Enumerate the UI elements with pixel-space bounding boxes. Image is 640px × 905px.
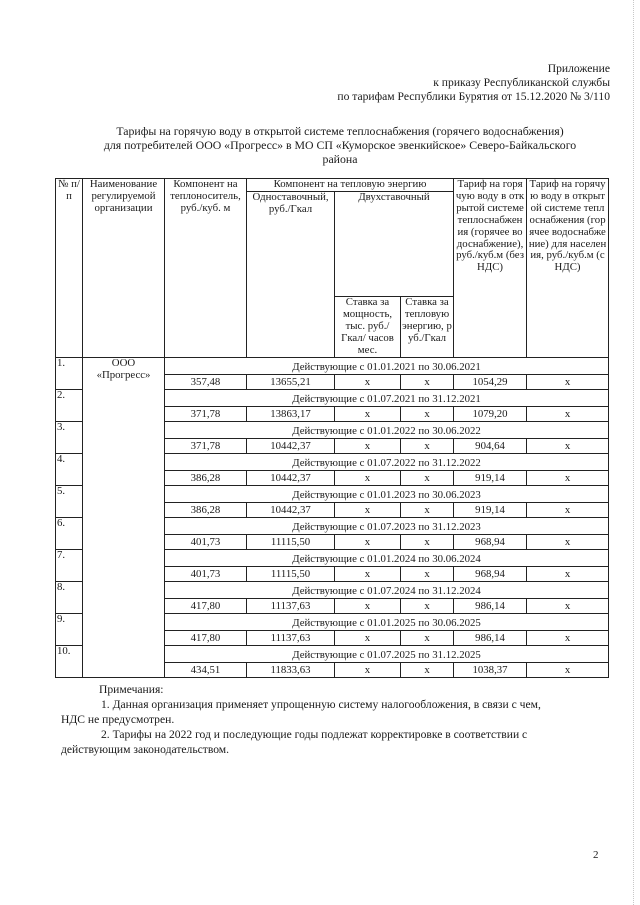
row-number: 1. [56, 358, 83, 390]
capacity-cell: х [335, 567, 401, 582]
energy-rate-cell: х [401, 439, 454, 454]
tariff-cell: 1079,20 [454, 407, 527, 422]
row-number: 6. [56, 518, 83, 550]
tariff-cell: 986,14 [454, 599, 527, 614]
period-label: Действующие с 01.07.2022 по 31.12.2022 [165, 454, 609, 471]
capacity-cell: х [335, 375, 401, 390]
population-tariff-cell: х [527, 407, 609, 422]
single-rate-cell: 10442,37 [247, 503, 335, 518]
header-two-rate: Двухставочный [335, 191, 454, 297]
notes-heading: Примечания: [99, 683, 164, 696]
population-tariff-cell: х [527, 439, 609, 454]
row-number: 9. [56, 614, 83, 646]
tariff-cell: 986,14 [454, 631, 527, 646]
notes-section [61, 682, 608, 757]
energy-rate-cell: х [401, 471, 454, 486]
row-number: 3. [56, 422, 83, 454]
note-1-line-2: НДС не предусмотрен. [61, 713, 175, 726]
row-number: 2. [56, 390, 83, 422]
single-rate-cell: 10442,37 [247, 439, 335, 454]
tariff-cell: 968,94 [454, 567, 527, 582]
energy-rate-cell: х [401, 375, 454, 390]
tariff-cell: 1038,37 [454, 663, 527, 678]
carrier-cell: 371,78 [165, 407, 247, 422]
row-number: 7. [56, 550, 83, 582]
tariff-cell: 1054,29 [454, 375, 527, 390]
tariff-cell: 919,14 [454, 471, 527, 486]
energy-rate-cell: х [401, 567, 454, 582]
row-number: 4. [56, 454, 83, 486]
appendix-line-2: к приказу Республиканской службы [433, 76, 610, 89]
carrier-cell: 417,80 [165, 631, 247, 646]
tariff-table-body [56, 358, 609, 678]
carrier-cell: 386,28 [165, 471, 247, 486]
header-capacity-rate: Ставка за мощность, тыс. руб./Гкал/ часов мес. [335, 297, 401, 358]
appendix-header [337, 62, 610, 104]
appendix-line-3: по тарифам Республики Бурятия от 15.12.2020 № 3/110 [337, 90, 610, 103]
header-energy-group: Компонент на тепловую энергию [247, 179, 454, 192]
energy-rate-cell: х [401, 663, 454, 678]
capacity-cell: х [335, 407, 401, 422]
population-tariff-cell: х [527, 503, 609, 518]
carrier-cell: 417,80 [165, 599, 247, 614]
row-number: 10. [56, 646, 83, 678]
capacity-cell: х [335, 503, 401, 518]
single-rate-cell: 13655,21 [247, 375, 335, 390]
single-rate-cell: 11115,50 [247, 567, 335, 582]
period-label: Действующие с 01.01.2022 по 30.06.2022 [165, 422, 609, 439]
period-label: Действующие с 01.07.2025 по 31.12.2025 [165, 646, 609, 663]
period-label: Действующие с 01.07.2023 по 31.12.2023 [165, 518, 609, 535]
title-line-3: района [322, 152, 358, 166]
capacity-cell: х [335, 471, 401, 486]
note-2-line-2: действующим законодательством. [61, 743, 230, 756]
energy-rate-cell: х [401, 503, 454, 518]
header-tariff-population: Тариф на горячую воду в открытой системе теплоснабжения (горячее водоснабжение) для населения, руб./куб.м (с НДС) [527, 179, 609, 358]
carrier-cell: 386,28 [165, 503, 247, 518]
row-number: 8. [56, 582, 83, 614]
population-tariff-cell: х [527, 567, 609, 582]
single-rate-cell: 11137,63 [247, 631, 335, 646]
carrier-cell: 357,48 [165, 375, 247, 390]
carrier-cell: 401,73 [165, 567, 247, 582]
period-label: Действующие с 01.01.2023 по 30.06.2023 [165, 486, 609, 503]
capacity-cell: х [335, 599, 401, 614]
tariff-table [55, 178, 609, 678]
note-1-line-1: 1. Данная организация применяет упрощенную систему налогообложения, в связи с чем, [101, 698, 541, 711]
tariff-cell: 904,64 [454, 439, 527, 454]
energy-rate-cell: х [401, 535, 454, 550]
header-org: Наименование регулируемой организации [83, 179, 165, 358]
carrier-cell: 371,78 [165, 439, 247, 454]
scan-edge-line [633, 0, 634, 905]
population-tariff-cell: х [527, 599, 609, 614]
capacity-cell: х [335, 535, 401, 550]
capacity-cell: х [335, 631, 401, 646]
appendix-line-1: Приложение [547, 62, 610, 75]
single-rate-cell: 11115,50 [247, 535, 335, 550]
title-line-2: для потребителей ООО «Прогресс» в МО СП «Куморское эвенкийское» Северо-Байкальского [103, 138, 577, 152]
organization-name: ООО «Прогресс» [83, 358, 165, 678]
note-2-line-1: 2. Тарифы на 2022 год и последующие годы подлежат корректировке в соответствии с [101, 728, 528, 741]
population-tariff-cell: х [527, 535, 609, 550]
period-label: Действующие с 01.01.2021 по 30.06.2021 [165, 358, 609, 375]
header-energy-rate: Ставка за тепловую энергию, руб./Гкал [401, 297, 454, 358]
period-label: Действующие с 01.07.2021 по 31.12.2021 [165, 390, 609, 407]
header-tariff-no-vat: Тариф на горячую воду в открытой системе теплоснабжения (горячее водоснабжение), руб./куб.м (без НДС) [454, 179, 527, 358]
tariff-cell: 968,94 [454, 535, 527, 550]
energy-rate-cell: х [401, 631, 454, 646]
page-number: 2 [593, 849, 599, 861]
tariff-cell: 919,14 [454, 503, 527, 518]
period-label: Действующие с 01.01.2025 по 30.06.2025 [165, 614, 609, 631]
carrier-cell: 434,51 [165, 663, 247, 678]
capacity-cell: х [335, 663, 401, 678]
header-single-rate: Одноставочный, руб./Гкал [247, 191, 335, 357]
period-label: Действующие с 01.01.2024 по 30.06.2024 [165, 550, 609, 567]
period-row [56, 358, 609, 375]
period-label: Действующие с 01.07.2024 по 31.12.2024 [165, 582, 609, 599]
row-number: 5. [56, 486, 83, 518]
energy-rate-cell: х [401, 407, 454, 422]
population-tariff-cell: х [527, 663, 609, 678]
single-rate-cell: 13863,17 [247, 407, 335, 422]
energy-rate-cell: х [401, 599, 454, 614]
header-carrier: Компонент на теплоноситель, руб./куб. м [165, 179, 247, 358]
population-tariff-cell: х [527, 471, 609, 486]
population-tariff-cell: х [527, 375, 609, 390]
single-rate-cell: 11833,63 [247, 663, 335, 678]
single-rate-cell: 10442,37 [247, 471, 335, 486]
carrier-cell: 401,73 [165, 535, 247, 550]
document-title [60, 124, 620, 166]
single-rate-cell: 11137,63 [247, 599, 335, 614]
header-num: № п/п [56, 179, 83, 358]
population-tariff-cell: х [527, 631, 609, 646]
capacity-cell: х [335, 439, 401, 454]
title-line-1: Тарифы на горячую воду в открытой системе теплоснабжения (горячего водоснабжения) [116, 124, 564, 138]
